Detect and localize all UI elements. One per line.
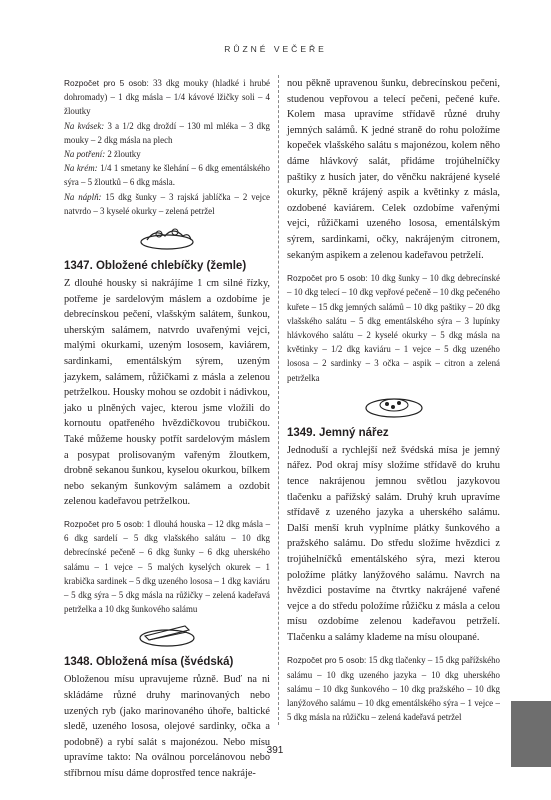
sandwich-illustration — [137, 222, 197, 252]
krem-text: 1/4 1 smetany ke šlehání – 6 dkg ementálského sýra – 5 žloutků – 6 dkg másla. — [64, 163, 270, 188]
budget-paragraph — [64, 76, 270, 218]
column-divider — [278, 75, 279, 725]
potreni-label: Na potření: — [64, 149, 106, 160]
left-column — [64, 76, 270, 782]
napln-text: 15 dkg šunky – 3 rajská jablíčka – 2 vejce natvrdo – 3 kyselé okurky – zelená petržel — [64, 191, 270, 216]
running-header: RŮZNÉ VEČEŘE — [224, 44, 327, 54]
kvasek-label: Na kvásek: — [64, 120, 105, 131]
budget-text: 1 dlouhá houska – 12 dkg másla – 6 dkg sardelí – 5 dkg vlašského salátu – 10 dkg debrecínské pečeně – 6 dkg šunky – 6 dkg uherského salámu – 1 vejce – 5 malých kyselých okurek – 1 krabička sardinek – 5 dkg uzeného lososa – 1 dkg kaviáru – 5 dkg sýra – 5 dkg másla na růžičky – zelená kadeřavá petrželka a 10 dkg šunkového salámu — [64, 518, 271, 615]
recipe-title-1348: 1348. Obložená mísa (švédská) — [64, 656, 234, 669]
budget-lead: Rozpočet pro 5 osob: — [287, 655, 367, 666]
potreni-text: 2 žloutky — [105, 149, 141, 160]
recipe-text-1348: Obloženou mísu upravujeme různě. Buď na ni skládáme různé druhy marinovaných nebo uzených ryb (jako marinovaného úhoře, baltické sledě, uzeného lososa, olejové sardinky, očka a podobně) a rybí salát s majonézou. Nebo mísu upravíme takto: Na oválnou porcelánovou nebo stříbrnou mísu dáme doprostřed tence nakráje- — [64, 674, 270, 779]
budget-paragraph — [64, 517, 270, 616]
right-column — [287, 76, 500, 724]
page-number: 391 — [266, 745, 284, 756]
platter-illustration — [363, 389, 425, 419]
fish-platter-illustration — [137, 620, 197, 648]
thumb-index-tab — [511, 701, 551, 767]
recipe-title-1349: 1349. Jemný nářez — [287, 426, 389, 439]
budget-text: 33 dkg mouky (hladké i hrubé dohromady) – 1 dkg másla – 1/4 kávové lžičky soli – 4 žloutky — [64, 78, 270, 117]
budget-paragraph — [287, 653, 500, 724]
recipe-title-1347: 1347. Obložené chlebíčky (žemle) — [64, 260, 247, 273]
recipe-text-1347: Z dlouhé housky si nakrájíme 1 cm silné řízky, potřeme je sardelovým máslem a ozdobíme je debrecínskou pečení, vlašským salátem, šunkou, uherským salámem, natvrdo uvařenými vejci, malými okurkami, uzeným lososem, kaviárem, sardinkami, ementálským sýrem, uzeným jazykem, salámem, růžičkami z másla a zelenou petrželkou. Housky mohou se ozdobit i nádivkou, jako u plněných vajec, kterou jsme vložili do kornoutu opatřeného hvězdičkovou trubičkou. Také můžeme housky potřít sardelovým máslem a posypat prolisovaným vařeným žloutkem, drobně sekanou šunkou, kyselou okurkou, bílkem nebo sekaným šunkovým salámem a ozdobit zelenou kadeřavou petrželkou. — [64, 278, 270, 508]
napln-label: Na náplň: — [64, 191, 102, 202]
budget-lead: Rozpočet pro 5 osob: — [64, 78, 149, 88]
budget-text: 10 dkg šunky – 10 dkg debrecínské – 10 dkg telecí – 10 dkg vepřové pečeně – 10 dkg pečeného kuřete – 15 dkg jemných salámů – 10 dkg paštiky – 20 dkg vlašského salátu – 5 dkg ementálského sýra – 3 lupínky hlávkového salátu – 2 kyselé okurky – 5 dkg másla na květinky – 1/2 dkg kaviáru – 1 vejce – 5 dkg uzeného lososa – 2 sardinky – 3 očka – aspik – citron a zelená petrželka — [287, 273, 500, 383]
budget-text: 15 dkg tlačenky – 15 dkg pařížského salámu – 10 dkg uzeného jazyka – 10 dkg uherského salámu – 10 dkg šunkového – 10 dkg pražského – 10 dkg lanýžového salámu – 10 dkg ementálského sýra – 1 vejce – 5 dkg másla na růžičku – zelená kadeřavá petržel — [287, 655, 500, 723]
recipe-text-1349: Jednoduší a rychlejší než švédská mísa je jemný nářez. Pod okraj mísy složíme střídavě do kruhu tence nakrájenou jemnou světlou jazykovou tlačenku a pařížský salám. Druhý kruh upravíme střídavě z uzeného jazyka a uherského salámu. Další menší kruh vyplníme plátky šunkového a pražského salámu. Do středu složíme hvězdici z trojúhelníčků ementálského sýra, mezi kterou položíme plátky lanýžového salámu. Navrch na hvězdici postavíme na čtvrtky nakrájené vařené vejce a do středu položíme růžičku z másla a celou mísu ozdobíme zelenou kadeřavou petrželí. Tlačenku a salámy klademe na mísu oloupané. — [287, 444, 500, 643]
budget-lead: Rozpočet pro 5 osob: — [64, 518, 144, 529]
budget-lead: Rozpočet pro 5 osob: — [287, 273, 368, 284]
kvasek-text: 3 a 1/2 dkg droždí – 130 ml mléka – 3 dkg mouky – 2 dkg másla na plech — [64, 120, 270, 145]
recipe-text-1348-continued: nou pěkně upravenou šunku, debrecínskou pečeni, studenou vepřovou a telecí pečeni, pečené kuře. Kolem masa upravíme střídavě různé druhy jemných salámů. K jedné straně do rohu položíme kopeček vlašského salátu s majonézou, kolem něho dáme hlávkový salát, přidáme trojúhelníčky paštiky z husích jater, do věnčku nakrájené kyselé okurky, pěkně krájený aspik a květinky z másla, ozdobené kaviárem. Celek ozdobíme vařenými vejci, růžičkami uzeného lososa, ementálským sýrem, sardinkami, očky, nakrájeným citronem, sekaným aspikem a zelenou kadeřavou petrželí. — [287, 78, 500, 261]
budget-paragraph — [287, 271, 500, 385]
krem-label: Na krém: — [64, 163, 98, 174]
